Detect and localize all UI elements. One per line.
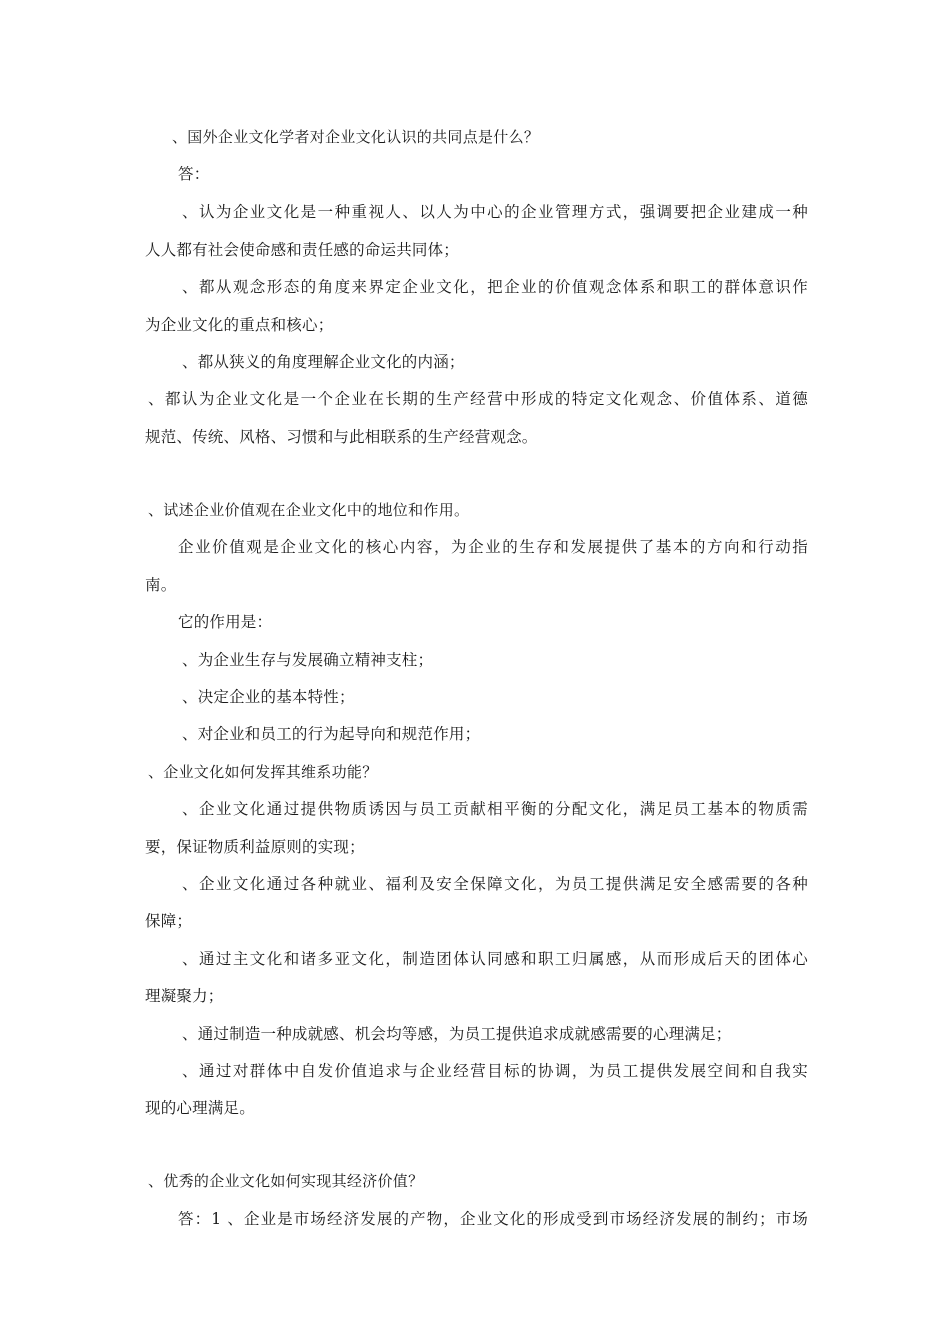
q1-paragraph-1-line-2: 人人都有社会使命感和责任感的命运共同体；	[145, 241, 460, 259]
q1-paragraph-1-line-1: 、认为企业文化是一种重视人、以人为中心的企业管理方式，强调要把企业建成一种	[182, 203, 808, 221]
q2-item-2: 、决定企业的基本特性；	[182, 688, 355, 706]
q3-paragraph-1-line-2: 要，保证物质利益原则的实现；	[145, 838, 365, 856]
q3-paragraph-3-line-2: 理凝聚力；	[145, 987, 224, 1005]
q1-paragraph-4-line-1: 、都认为企业文化是一个企业在长期的生产经营中形成的特定文化观念、价值体系、道德	[148, 390, 808, 408]
q3-paragraph-1-line-1: 、企业文化通过提供物质诱因与员工贡献相平衡的分配文化，满足员工基本的物质需	[182, 800, 808, 818]
q1-paragraph-2-line-1: 、都从观念形态的角度来界定企业文化，把企业的价值观念体系和职工的群体意识作	[182, 278, 808, 296]
q1-paragraph-2-line-2: 为企业文化的重点和核心；	[145, 316, 334, 334]
q3-title: 、企业文化如何发挥其维系功能？	[148, 763, 378, 781]
q2-title: 、试述企业价值观在企业文化中的地位和作用。	[148, 501, 470, 519]
q3-paragraph-3-line-1: 、通过主文化和诸多亚文化，制造团体认同感和职工归属感，从而形成后天的团体心	[182, 950, 808, 968]
q2-item-1: 、为企业生存与发展确立精神支柱；	[182, 651, 434, 669]
q3-paragraph-4-line-1: 、通过制造一种成就感、机会均等感，为员工提供追求成就感需要的心理满足；	[182, 1025, 732, 1043]
q3-paragraph-2-line-2: 保障；	[145, 912, 193, 930]
q3-paragraph-5-line-2: 现的心理满足。	[145, 1099, 255, 1117]
q4-title: 、优秀的企业文化如何实现其经济价值？	[148, 1172, 424, 1190]
q2-paragraph-1-line-1: 企业价值观是企业文化的核心内容，为企业的生存和发展提供了基本的方向和行动指	[178, 538, 808, 556]
q2-intro: 它的作用是：	[178, 613, 273, 631]
q4-paragraph-1-line-1: 答：1 、企业是市场经济发展的产物，企业文化的形成受到市场经济发展的制约；市场	[178, 1210, 808, 1228]
q1-paragraph-3-line-1: 、都从狭义的角度理解企业文化的内涵；	[182, 353, 465, 371]
q3-paragraph-5-line-1: 、通过对群体中自发价值追求与企业经营目标的协调，为员工提供发展空间和自我实	[182, 1062, 808, 1080]
q1-title: 、国外企业文化学者对企业文化认识的共同点是什么？	[172, 128, 540, 146]
q1-answer-label: 答：	[178, 165, 210, 183]
q1-paragraph-4-line-2: 规范、传统、风格、习惯和与此相联系的生产经营观念。	[145, 428, 538, 446]
q2-item-3: 、对企业和员工的行为起导向和规范作用；	[182, 725, 481, 743]
q2-paragraph-1-line-2: 南。	[145, 576, 177, 594]
q3-paragraph-2-line-1: 、企业文化通过各种就业、福利及安全保障文化，为员工提供满足安全感需要的各种	[182, 875, 808, 893]
